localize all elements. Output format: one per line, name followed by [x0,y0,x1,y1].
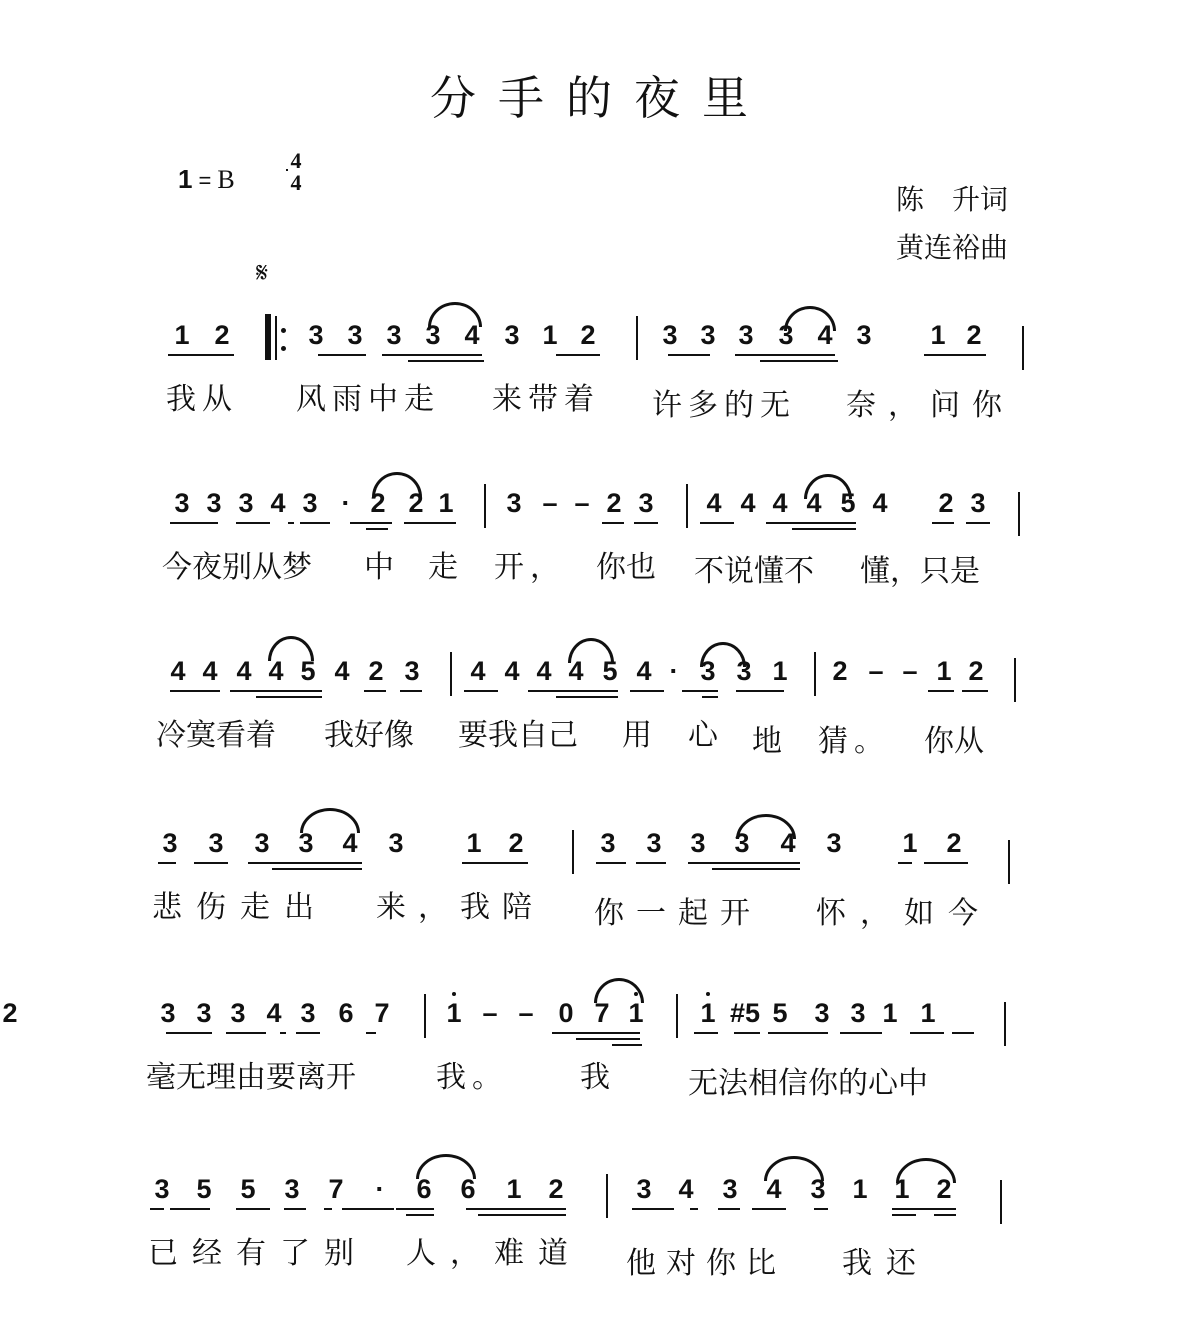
barline [1022,326,1024,370]
note: 1 [446,998,462,1028]
lyric: 今夜别从梦 [162,550,312,585]
note: 7 [374,998,390,1028]
barline [676,994,678,1038]
lyric: 你一起开 [594,896,762,931]
note: 2 [214,320,230,350]
system-4 [0,808,1200,958]
lyric: 你也 [596,550,656,585]
key-degree: 1 [178,164,193,194]
barline [450,652,452,696]
note: 4 [872,488,888,518]
lyric: 已经有了别 [148,1236,368,1271]
note: 1 [936,656,952,686]
barline [606,1174,608,1218]
slur [764,1156,824,1181]
lyric: 人，难道 [406,1236,582,1271]
lyrics-line [0,1228,1200,1281]
note: 3 [722,1174,738,1204]
segno-icon: 𝄋 [256,256,269,289]
note: 4 [780,828,796,858]
note: 3 [154,1174,170,1204]
lyric: 怀，如今 [816,896,992,931]
system-1 [0,300,1200,450]
lyric: 奈，问你 [846,388,1014,423]
note: 3 [425,320,441,350]
composer-credit: 黄连裕曲 [895,231,1008,264]
barline [572,830,574,874]
lyrics-line [0,1052,1200,1102]
barline [484,484,486,528]
note: 5 [840,488,856,518]
note: 4 [772,488,788,518]
system-6 [0,1154,1200,1304]
note: 1 [466,828,482,858]
lyric: 懂，只是 [860,554,980,589]
time-signature [284,150,308,194]
time-denominator: 4 [290,170,302,195]
slur [568,638,614,663]
note: 4 [202,656,218,686]
system-2 [0,468,1200,618]
note: 4 [504,656,520,686]
note: 1 [438,488,454,518]
lyric: 无法相信你的心中 [688,1066,928,1101]
note: 2 [580,320,596,350]
note: 3 [300,998,316,1028]
lyrics-line [0,882,1200,932]
note: 3 [386,320,402,350]
lyric: 他对你比 [626,1246,786,1281]
note: 1 [174,320,190,350]
note: 2 [946,828,962,858]
lyric: 风雨中走 [296,382,440,417]
note: 3 [230,998,246,1028]
barline [1000,1180,1002,1224]
song-title: 分手的夜里 [430,71,770,125]
slur [428,302,482,327]
lyric: 冷寞看着 [156,718,276,753]
note: 4 [266,998,282,1028]
note: 3 [302,488,318,518]
note: 3 [810,1174,826,1204]
note: 1 [902,828,918,858]
repeat-start-barline [265,314,271,360]
lyric: 要我自己 [458,718,578,753]
barline [1004,1002,1006,1046]
note: 4 [342,828,358,858]
note: 1 [542,320,558,350]
note: 4 [678,1174,694,1204]
note: – [518,998,534,1028]
note: 3 [700,656,716,686]
lyric: 用 [622,718,658,753]
note: 4 [236,656,252,686]
lyric: 来，我陪 [376,890,544,925]
note: 3 [600,828,616,858]
lyric: 许多的无 [652,388,796,423]
note: 3 [738,320,754,350]
note: 0 [558,998,574,1028]
notation-line [0,636,1200,696]
note: 3 [162,828,178,858]
note: 3 [160,998,176,1028]
slur [804,474,852,499]
note: 4 [270,488,286,518]
barline [1008,840,1010,884]
key-tonic: B [217,165,235,194]
note: 3 [970,488,986,518]
lyric: 地 [752,724,788,759]
barline [424,994,426,1038]
note: 6 [416,1174,432,1204]
lyric: 毫无理由要离开 [146,1060,356,1095]
lyrics-line [0,374,1200,424]
note: 7 [328,1174,344,1204]
note: 1 [894,1174,910,1204]
note: 2 [370,488,386,518]
slur [594,978,644,1003]
note: 2 [508,828,524,858]
note: 2 [368,656,384,686]
note: 2 [2,998,18,1028]
note: 3 [856,320,872,350]
slur [784,306,836,331]
note: 4 [740,488,756,518]
note: 4 [464,320,480,350]
lyric: 不说懂不 [694,554,814,589]
note: 3 [504,320,520,350]
note: 5 [240,1174,256,1204]
note: 3 [347,320,363,350]
note: 2 [938,488,954,518]
lyric: 来带着 [492,382,600,417]
note: 4 [568,656,584,686]
note: 3 [690,828,706,858]
note: #5 [729,998,761,1028]
note: 4 [170,656,186,686]
slur [896,1158,956,1183]
note: 4 [806,488,822,518]
note: 6 [338,998,354,1028]
key-equals: = [198,168,212,193]
lyric: 你从 [924,724,984,759]
note: 5 [772,998,788,1028]
note: 3 [646,828,662,858]
note: 3 [778,320,794,350]
time-divider [286,169,288,171]
note: 3 [636,1174,652,1204]
note: 4 [470,656,486,686]
note: 4 [334,656,350,686]
note: – [574,488,590,518]
slur [268,636,314,661]
lyric: 我还 [842,1246,930,1281]
note: 2 [966,320,982,350]
lyric: 我好像 [324,718,414,753]
note: 3 [238,488,254,518]
lyric: 心 [688,718,724,753]
barline [1018,492,1020,536]
note: 3 [206,488,222,518]
note: 2 [408,488,424,518]
note: 3 [826,828,842,858]
note: 3 [506,488,522,518]
lyric: 我从 [166,382,238,417]
note: 3 [208,828,224,858]
note: 4 [536,656,552,686]
note: 5 [196,1174,212,1204]
slur [300,808,360,833]
note: 2 [968,656,984,686]
note: 3 [662,320,678,350]
note: 1 [506,1174,522,1204]
lyricist-credit: 陈 升词 [895,183,1008,216]
note: 3 [734,828,750,858]
note: 2 [832,656,848,686]
note: 3 [284,1174,300,1204]
note: – [868,656,884,686]
note: 1 [882,998,898,1028]
note: 3 [298,828,314,858]
note: 4 [268,656,284,686]
note: 7 [594,998,610,1028]
note: 2 [936,1174,952,1204]
notation-line [0,808,1200,868]
system-3 [0,636,1200,786]
note: 1 [930,320,946,350]
lyric: 我 [580,1060,616,1095]
note: 6 [460,1174,476,1204]
lyrics-line [0,710,1200,760]
slur [416,1154,476,1179]
note: · [669,656,679,686]
barline [814,652,816,696]
note: 5 [300,656,316,686]
system-5 [0,978,1200,1128]
lyric: 中 [364,550,400,585]
lyric: 猜。 [818,724,890,759]
note: · [341,488,351,518]
notation-line [0,300,1200,360]
lyric: 我。 [436,1060,508,1095]
note: 1 [700,998,716,1028]
note: 3 [254,828,270,858]
lyric: 开， [494,550,566,585]
note: 3 [736,656,752,686]
note: 1 [628,998,644,1028]
note: – [542,488,558,518]
note: 4 [636,656,652,686]
key-signature [178,164,235,195]
note: 2 [606,488,622,518]
note: 3 [174,488,190,518]
note: 3 [638,488,654,518]
note: 1 [772,656,788,686]
barline [686,484,688,528]
note: 5 [602,656,618,686]
barline [1014,658,1016,702]
lyrics-line [0,542,1200,592]
notation-line [0,468,1200,528]
note: 3 [388,828,404,858]
note: – [902,656,918,686]
note: 3 [814,998,830,1028]
notation-line [0,978,1200,1038]
note: 3 [404,656,420,686]
note: 1 [920,998,936,1028]
lyric: 悲伤走出 [152,890,328,925]
lyric: 走 [428,550,464,585]
note: 3 [850,998,866,1028]
note: 3 [700,320,716,350]
note: · [375,1174,385,1204]
note: 3 [308,320,324,350]
note: 2 [548,1174,564,1204]
barline [275,316,277,360]
note: 4 [706,488,722,518]
note: 4 [817,320,833,350]
slur [736,814,796,839]
note: 4 [766,1174,782,1204]
note: – [482,998,498,1028]
barline [636,316,638,360]
note: 3 [196,998,212,1028]
time-numerator: 4 [290,148,302,173]
notation-line [0,1154,1200,1214]
note: 1 [852,1174,868,1204]
